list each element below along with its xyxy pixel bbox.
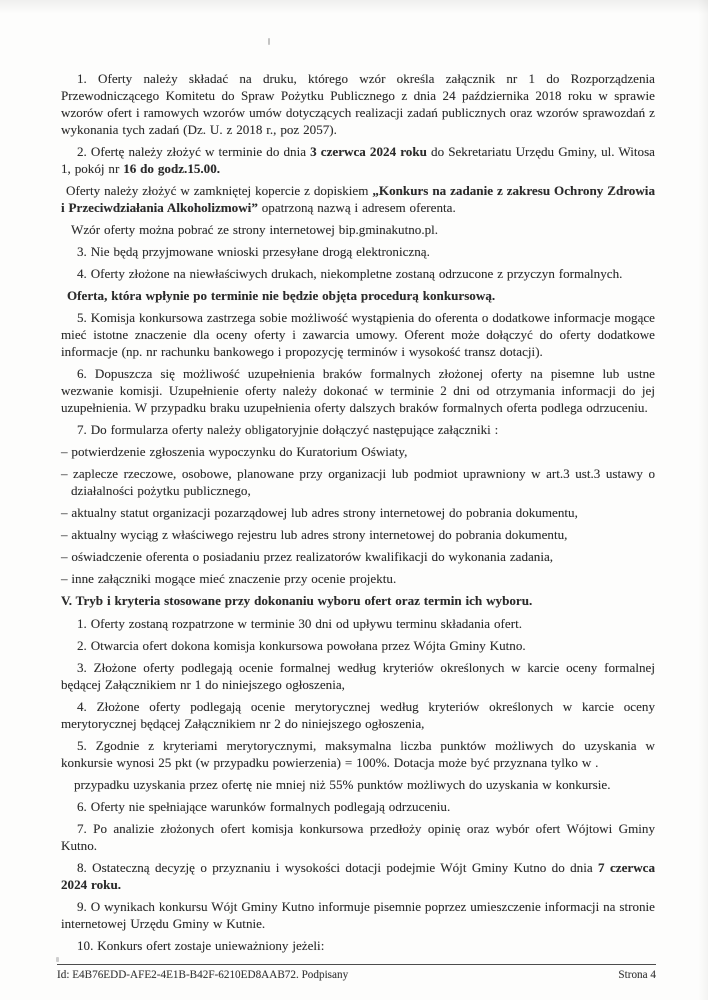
paragraph: 3. Nie będą przyjmowane wnioski przesyłane drogą elektroniczną. xyxy=(77,244,430,259)
attachment-list-item: – aktualny wyciąg z właściwego rejestru lub adres strony internetowej do pobrania dokumentu, xyxy=(61,527,568,542)
page-number-label: Strona 4 xyxy=(618,969,656,981)
bold-notice-line: Oferta, która wpłynie po terminie nie będzie objęta procedurą konkursową. xyxy=(67,288,496,303)
paragraph: 3. Złożone oferty podlegają ocenie formalnej według kryteriów określonych w karcie oceny formalnej będącej Załącznikiem nr 1 do niniejszego ogłoszenia, xyxy=(61,660,655,692)
paragraph: przypadku uzyskania przez ofertę nie mniej niż 55% punktów możliwych do uzyskania w konkursie. xyxy=(74,777,611,792)
paragraph: Oferty należy złożyć w zamkniętej kopercie z dopiskiem „Konkurs na zadanie z zakresu Ochrony Zdrowia i Przeciwdziałania Alkoholizmowi” opatrzoną nazwą i adresem oferenta. xyxy=(61,183,655,215)
paragraph: 4. Oferty złożone na niewłaściwych drukach, niekompletne zostaną odrzucone z przyczyn formalnych. xyxy=(77,266,623,281)
paragraph: 5. Komisja konkursowa zastrzega sobie możliwość wystąpienia do oferenta o dodatkowe informacje mogące mieć istotne znaczenie dla oceny oferty i zawarcia umowy. Oferent może dołączyć do oferty dodatkowe informacje (np. nr rachunku bankowego i propozycję terminów i wysokość transz dotacji). xyxy=(61,310,655,359)
scan-shade-right xyxy=(698,0,708,1000)
paragraph: 6. Oferty nie spełniające warunków formalnych podlegają odrzuceniu. xyxy=(77,799,451,814)
paragraph: 4. Złożone oferty podlegają ocenie merytorycznej według kryteriów określonych w karcie oceny merytorycznej będącej Załącznikiem nr 2 do niniejszego ogłoszenia, xyxy=(61,699,655,731)
attachment-list-item: – aktualny statut organizacji pozarządowej lub adres strony internetowej do pobrania dokumentu, xyxy=(61,505,578,520)
paragraph: 2. Ofertę należy złożyć w terminie do dnia 3 czerwca 2024 roku do Sekretariatu Urzędu Gminy, ul. Witosa 1, pokój nr 16 do godz.15.00. xyxy=(61,144,655,176)
paragraph: 10. Konkurs ofert zostaje unieważniony jeżeli: xyxy=(77,938,325,953)
paragraph: 2. Otwarcia ofert dokona komisja konkursowa powołana przez Wójta Gminy Kutno. xyxy=(77,638,526,653)
attachment-list-item: – oświadczenie oferenta o posiadaniu przez realizatorów kwalifikacji do wykonania zadania, xyxy=(61,549,554,564)
document-id-text: Id: E4B76EDD-AFE2-4E1B-B42F-6210ED8AAB72. Podpisany xyxy=(57,969,349,981)
paragraph: 7. Po analizie złożonych ofert komisja konkursowa przedłoży opinię oraz wybór ofert Wójtowi Gminy Kutno. xyxy=(61,821,655,853)
attachment-list-item: – inne załączniki mogące mieć znaczenie przy ocenie projektu. xyxy=(61,571,397,586)
paragraph: 9. O wynikach konkursu Wójt Gminy Kutno informuje pisemnie poprzez umieszczenie informacji na stronie internetowej Urzędu Gminy w Kutnie. xyxy=(61,899,655,931)
section-heading: V. Tryb i kryteria stosowane przy dokonaniu wyboru ofert oraz termin ich wyboru. xyxy=(61,593,533,608)
attachment-list-item: – potwierdzenie zgłoszenia wypoczynku do Kuratorium Oświaty, xyxy=(61,444,408,459)
paragraph: 5. Zgodnie z kryteriami merytorycznymi, maksymalna liczba punktów możliwych do uzyskania w konkursie wynosi 25 pkt (w przypadku powierzenia) = 100%. Dotacja może być przyznana tylko w . xyxy=(61,738,655,770)
document-body xyxy=(61,70,655,954)
paragraph: 6. Dopuszcza się możliwość uzupełnienia braków formalnych złożonej oferty na pisemne lub ustne wezwanie komisji. Uzupełnienie oferty należy dokonać w terminie 2 dni od otrzymania informacji do jej uzupełnienia. W przypadku braku uzupełnienia oferty dalszych braków formalnych oferta podlega odrzuceniu. xyxy=(61,366,655,415)
page-footer xyxy=(57,964,656,981)
paragraph: 8. Ostateczną decyzję o przyznaniu i wysokości dotacji podejmie Wójt Gminy Kutno do dnia 7 czerwca 2024 roku. xyxy=(61,860,656,892)
paragraph: 7. Do formularza oferty należy obligatoryjnie dołączyć następujące załączniki : xyxy=(77,422,499,437)
scan-speck xyxy=(56,957,59,962)
paragraph: Wzór oferty można pobrać ze strony internetowej bip.gminakutno.pl. xyxy=(71,222,439,237)
paragraph: 1. Oferty zostaną rozpatrzone w terminie 30 dni od upływu terminu składania ofert. xyxy=(77,616,522,631)
paragraph: 1. Oferty należy składać na druku, którego wzór określa załącznik nr 1 do Rozporządzenia Przewodniczącego Komitetu do Spraw Pożytku Publicznego z dnia 24 października 2018 roku w sprawie wzorów ofert i ramowych wzorów umów dotyczących realizacji zadań publicznych oraz wzorów sprawozdań z wykonania tych zadań (Dz. U. z 2018 r., poz 2057). xyxy=(61,71,655,137)
scan-speck xyxy=(268,38,270,45)
scan-shade-top xyxy=(0,0,708,14)
attachment-list-item: – zaplecze rzeczowe, osobowe, planowane przy organizacji lub podmiot uprawniony w art.3 ust.3 ustawy o działalności pożytku publicznego, xyxy=(61,466,655,498)
